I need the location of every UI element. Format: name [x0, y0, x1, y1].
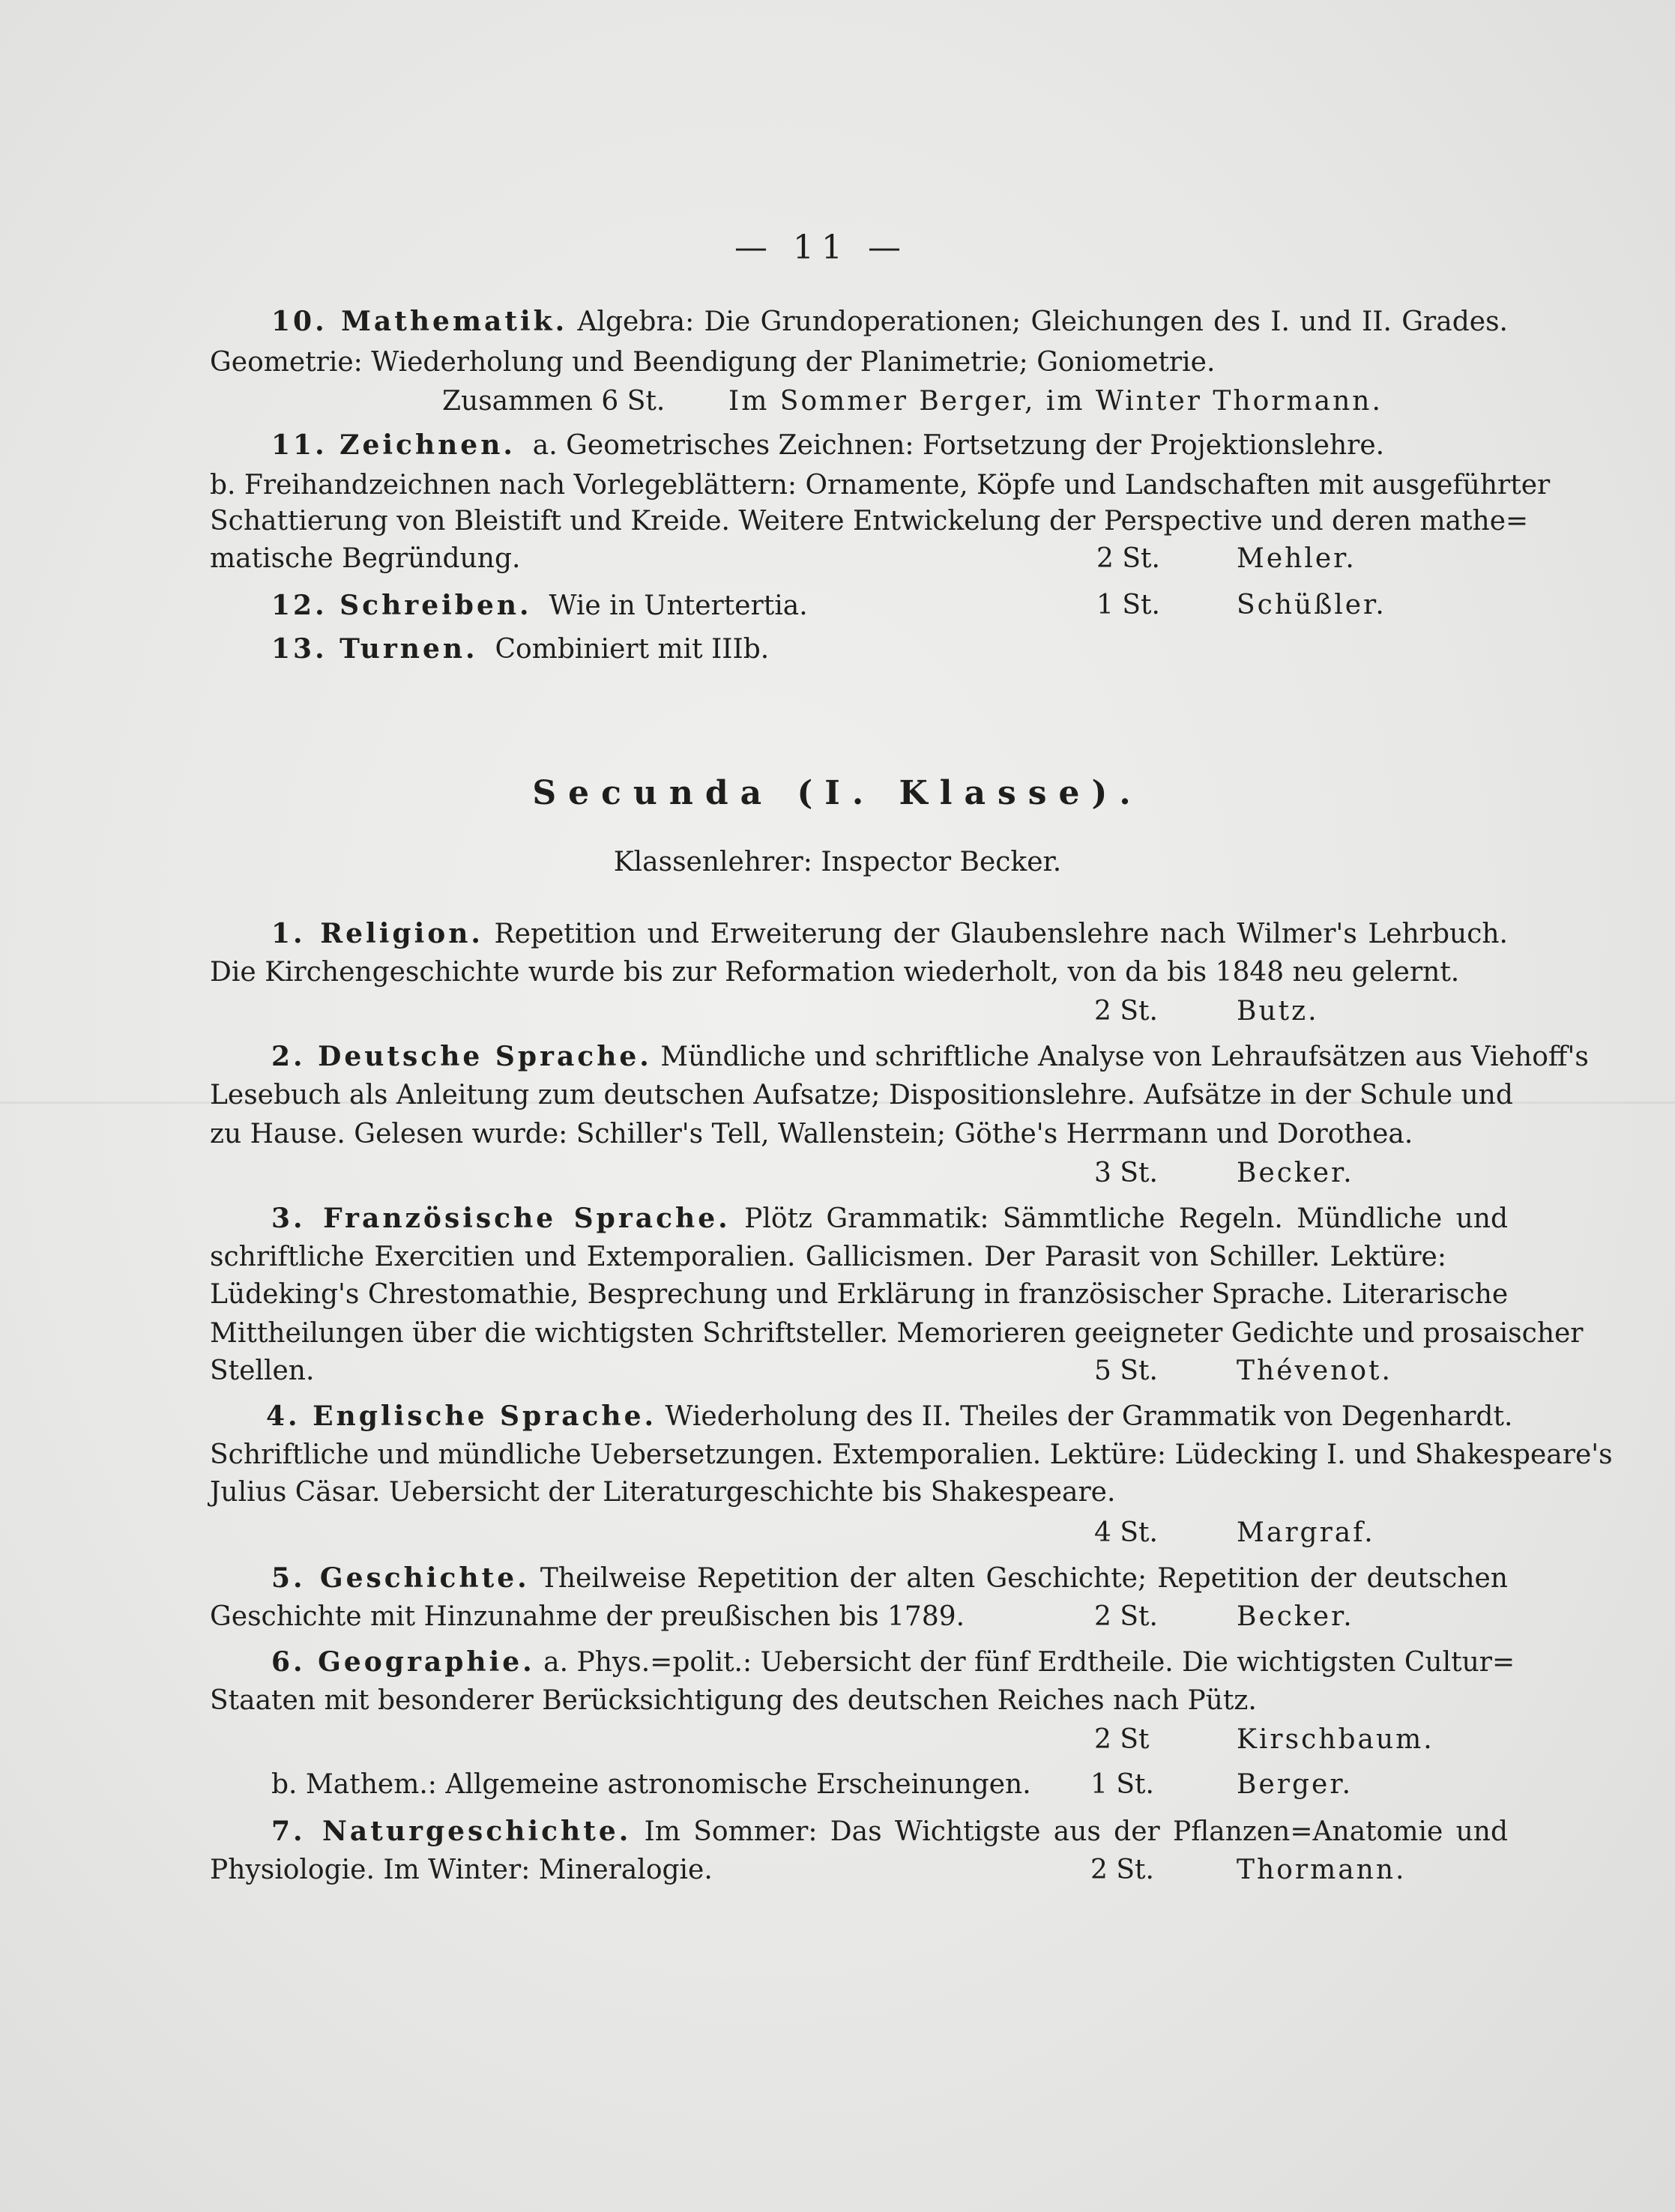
- text-line: b. Freihandzeichnen nach Vorlegeblättern: Ornamente, Köpfe und Landschaften mit ausgeführter: [210, 470, 1551, 501]
- text-line: schriftliche Exercitien und Extemporalien. Gallicismen. Der Parasit von Schiller. Lektüre:: [210, 1242, 1446, 1272]
- subject-heading: 10. Mathematik.: [271, 306, 568, 337]
- teacher: Im Sommer Berger, im Winter Thormann.: [728, 386, 1383, 417]
- subject-text: Plötz Grammatik: Sämmtliche Regeln. Mündliche und: [744, 1203, 1508, 1234]
- text-line: Geometrie: Wiederholung und Beendigung der Planimetrie; Goniometrie.: [210, 347, 1216, 378]
- text-line: Stellen.: [210, 1356, 315, 1386]
- teacher: Kirschbaum.: [1237, 1724, 1434, 1755]
- hours: 2 St.: [1090, 1855, 1154, 1885]
- text-line: Die Kirchengeschichte wurde bis zur Reformation wiederholt, von da bis 1848 neu gelernt.: [210, 957, 1460, 988]
- subject-naturgeschichte: [271, 1813, 1508, 1850]
- text-line: zu Hause. Gelesen wurde: Schiller's Tell, Wallenstein; Göthe's Herrmann und Dorothea.: [210, 1119, 1413, 1149]
- subject-geographie: [271, 1644, 1515, 1681]
- subject-text: Combiniert mit IIIb.: [495, 634, 770, 665]
- hours: 1 St.: [1096, 590, 1160, 620]
- subject-religion: [271, 916, 1508, 952]
- subject-heading: 6. Geographie.: [271, 1646, 535, 1678]
- teacher: Schüßler.: [1237, 590, 1386, 620]
- text-line: Staaten mit besonderer Berücksichtigung des deutschen Reiches nach Pütz.: [210, 1685, 1257, 1716]
- teacher: Becker.: [1237, 1158, 1354, 1188]
- subject-heading: 3. Französische Sprache.: [271, 1203, 731, 1234]
- subject-heading: 5. Geschichte.: [271, 1562, 530, 1594]
- subject-heading: 12. Schreiben.: [271, 590, 532, 621]
- text-line: Geschichte mit Hinzunahme der preußischen bis 1789.: [210, 1601, 965, 1632]
- hours-summary: Zusammen 6 St.: [442, 386, 666, 417]
- subject-text: Algebra: Die Grundoperationen; Gleichungen des I. und II. Grades.: [577, 306, 1508, 337]
- page-number: — 11 —: [734, 229, 908, 267]
- hours: 2 St.: [1096, 543, 1160, 574]
- text-line: Julius Cäsar. Uebersicht der Literaturgeschichte bis Shakespeare.: [210, 1477, 1116, 1508]
- hours: 3 St.: [1094, 1158, 1158, 1188]
- subject-franzoesisch: [271, 1200, 1508, 1237]
- text-line: Schriftliche und mündliche Uebersetzungen. Extemporalien. Lektüre: Lüdecking I. und Shakespeare's: [210, 1439, 1613, 1470]
- teacher: Berger.: [1237, 1769, 1353, 1800]
- text-line: Lesebuch als Anleitung zum deutschen Aufsatze; Dispositionslehre. Aufsätze in der Schule und: [210, 1080, 1513, 1110]
- teacher: Butz.: [1237, 996, 1319, 1027]
- text-line: Schattierung von Bleistift und Kreide. Weitere Entwickelung der Perspective und deren mathe=: [210, 506, 1529, 537]
- subject-heading: 13. Turnen.: [271, 633, 478, 665]
- subject-heading: 4. Englische Sprache.: [266, 1400, 657, 1432]
- subject-heading: 2. Deutsche Sprache.: [271, 1041, 652, 1072]
- hours: 1 St.: [1090, 1769, 1154, 1800]
- hours: 2 St.: [1094, 1601, 1158, 1632]
- subject-englisch: [266, 1398, 1513, 1435]
- subject-text: Wie in Untertertia.: [549, 590, 808, 621]
- teacher: Margraf.: [1237, 1517, 1375, 1548]
- subject-zeichnen: [271, 427, 1508, 464]
- subject-text: a. Phys.=polit.: Uebersicht der fünf Erdtheile. Die wichtigsten Cultur=: [543, 1647, 1515, 1678]
- subject-geschichte: [271, 1560, 1508, 1597]
- subject-text: Repetition und Erweiterung der Glaubenslehre nach Wilmer's Lehrbuch.: [494, 919, 1508, 949]
- subject-heading: 7. Naturgeschichte.: [271, 1816, 632, 1847]
- subject-heading: 11. Zeichnen.: [271, 429, 516, 461]
- text-line: Physiologie. Im Winter: Mineralogie.: [210, 1855, 713, 1885]
- text-line: matische Begründung.: [210, 543, 521, 574]
- subject-text: Mündliche und schriftliche Analyse von Lehraufsätzen aus Viehoff's: [660, 1042, 1589, 1072]
- hours: 2 St: [1094, 1724, 1150, 1755]
- text-line: Mittheilungen über die wichtigsten Schriftsteller. Memorieren geeigneter Gedichte und prosaischer: [210, 1318, 1584, 1349]
- hours: 2 St.: [1094, 996, 1158, 1027]
- text-line: b. Mathem.: Allgemeine astronomische Erscheinungen.: [271, 1769, 1031, 1800]
- teacher: Becker.: [1237, 1601, 1354, 1632]
- teacher: Thévenot.: [1237, 1356, 1392, 1386]
- subject-mathematik: [271, 303, 1508, 340]
- hours: 5 St.: [1094, 1356, 1158, 1386]
- teacher: Thormann.: [1237, 1855, 1407, 1885]
- subject-text: Wiederholung des II. Theiles der Grammatik von Degenhardt.: [665, 1401, 1513, 1432]
- subject-turnen: [271, 631, 1508, 668]
- subject-deutsch: [271, 1039, 1589, 1075]
- subject-text: a. Geometrisches Zeichnen: Fortsetzung der Projektionslehre.: [532, 430, 1385, 461]
- teacher: Mehler.: [1237, 543, 1356, 574]
- class-teacher: Klassenlehrer: Inspector Becker.: [613, 847, 1062, 877]
- hours: 4 St.: [1094, 1517, 1158, 1548]
- subject-text: Im Sommer: Das Wichtigste aus der Pflanzen=Anatomie und: [644, 1816, 1509, 1847]
- text-line: Lüdeking's Chrestomathie, Besprechung und Erklärung in französischer Sprache. Literarische: [210, 1279, 1509, 1310]
- subject-text: Theilweise Repetition der alten Geschichte; Repetition der deutschen: [540, 1563, 1508, 1594]
- subject-heading: 1. Religion.: [271, 918, 483, 949]
- section-title: Secunda (I. Klasse).: [532, 774, 1143, 812]
